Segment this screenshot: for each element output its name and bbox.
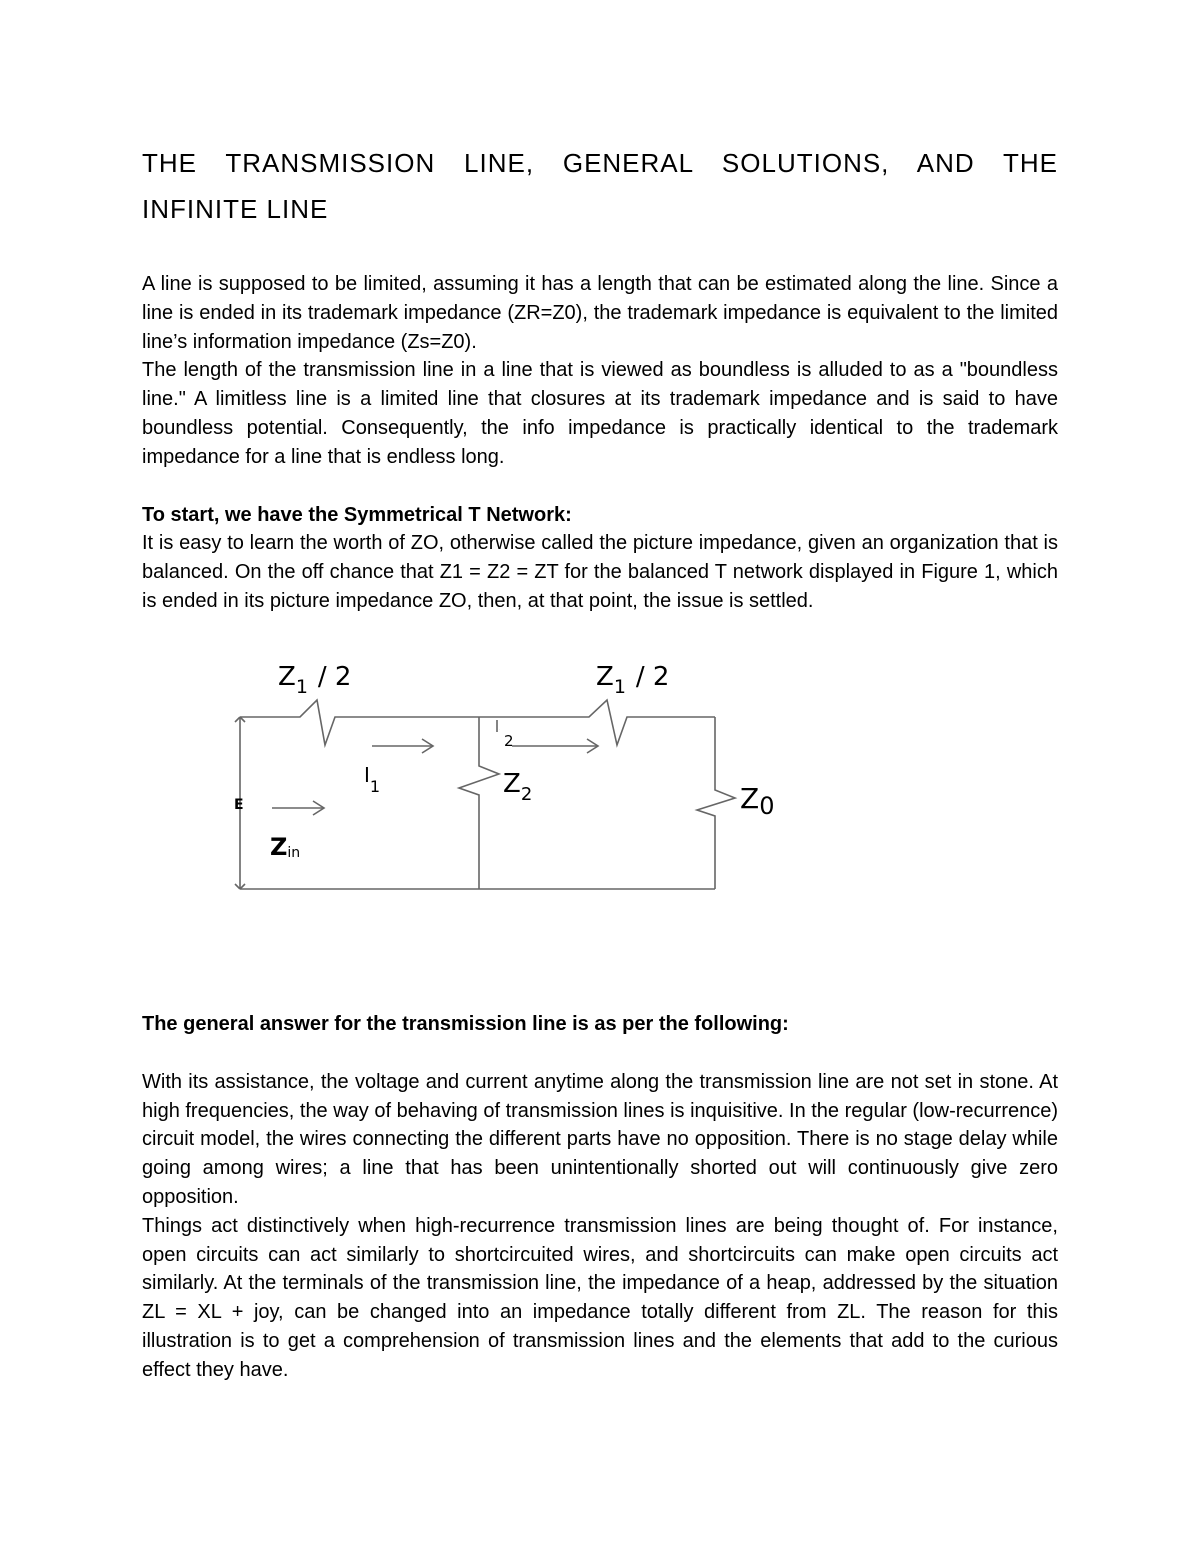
z1-right-label: $Z_1 / 2$ xyxy=(596,662,670,698)
t-network-circuit-diagram xyxy=(142,650,1058,920)
z1-right-resistor xyxy=(479,700,715,745)
z2-resistor xyxy=(459,717,499,889)
document-page xyxy=(142,140,1059,1381)
general-solution-heading: The general answer for the transmission line is as per the following: xyxy=(142,1013,789,1035)
document-title: THE TRANSMISSION LINE, GENERAL SOLUTIONS, AND THE INFINITE LINE xyxy=(142,148,1058,224)
t-network-figure xyxy=(142,650,1058,920)
z0-resistor xyxy=(697,717,735,889)
general-paragraph-1: With its assistance, the voltage and current anytime along the transmission line are not set in stone. At high frequencies, the way of behaving of transmission lines is inquisitive. In the regular (low-recurrence) circuit model, the wires connecting the different parts have no opposition. There is no stage delay while going among wires; a line that has been unintentionally shorted out will continuously give zero opposition. xyxy=(142,1070,1059,1208)
general-solution-section xyxy=(142,1010,1058,1385)
t-network-heading: To start, we have the Symmetrical T Network: xyxy=(142,503,572,526)
general-paragraph-2: Things act distinctively when high-recurrence transmission lines are being thought of. For instance, open circuits can act similarly to shortcircuited wires, and shortcircuits can make open circuits act similarly. At the terminals of the transmission line, the impedance of a heap, addressed by the situation ZL = XL + joy, can be changed into an impedance totally different from ZL. The reason for this illustration is to get a comprehension of transmission lines and the elements that add to the curious effect they have. xyxy=(142,1214,1058,1381)
zin-label: Zin xyxy=(270,833,301,861)
i2-label: 2 xyxy=(504,732,514,750)
i1-label: $I_1$ xyxy=(364,763,381,796)
intro-paragraph-1: A line is supposed to be limited, assuming it has a length that can be estimated along the line. Since a line is ended in its trademark impedance (ZR=Z0), the trademark impedance is equivalent to the limited line’s information impedance (Zs=Z0). xyxy=(142,273,1058,353)
intro-paragraph-2: The length of the transmission line in a line that is viewed as boundless is alluded to as a "boundless line." A limitless line is a limited line that closures at its trademark impedance and is said to have boundless potential. Consequently, the info impedance is practically identical to the trademark impedance for a line that is endless long. xyxy=(142,359,1058,468)
e-label: E xyxy=(234,797,244,813)
z0-label: Z0 xyxy=(740,782,775,820)
z1-left-resistor xyxy=(240,700,479,745)
z2-label: $Z_2$ xyxy=(503,769,533,805)
i2-label-main: I xyxy=(499,730,500,731)
t-network-paragraph: It is easy to learn the worth of ZO, otherwise called the picture impedance, given an organization that is balanced. On the off chance that Z1 = Z2 = ZT for the balanced T network displayed in Figure 1, which is ended in its picture impedance ZO, then, at that point, the issue is settled. xyxy=(142,532,1058,612)
z1-left-label: $Z_1 / 2$ xyxy=(278,662,352,698)
